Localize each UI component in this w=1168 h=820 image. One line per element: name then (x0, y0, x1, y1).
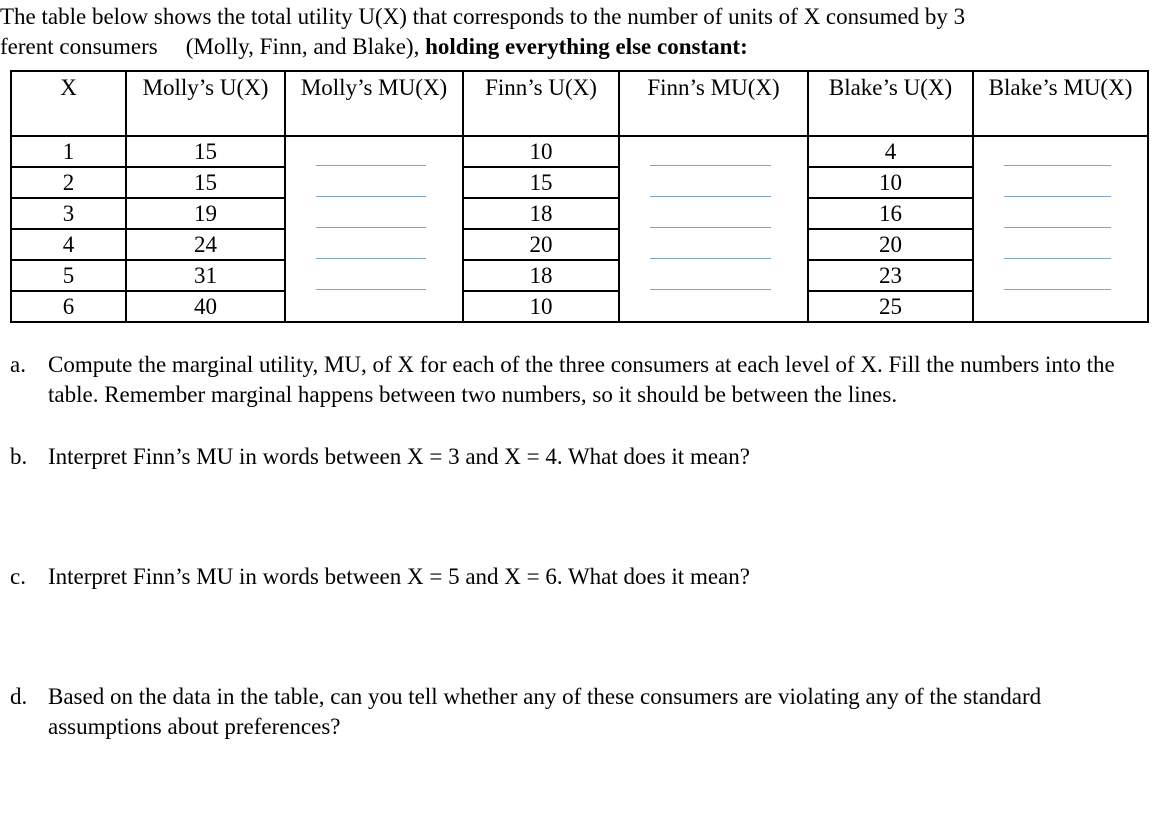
cell-finn-u: 10 (463, 136, 619, 167)
mu-answer-blank[interactable] (650, 258, 771, 259)
cell-molly-u: 15 (126, 167, 285, 198)
cell-molly-u: 40 (126, 291, 285, 322)
intro-text (0, 2, 1160, 62)
question-text: Compute the marginal utility, MU, of X for each of the three consumers at each level of X. Fill the numbers into the table. Remember marginal happens between two numbers, so it should be between the lines. (48, 352, 1115, 407)
cell-finn-u: 18 (463, 260, 619, 291)
header-molly-u: Molly’s U(X) (126, 71, 285, 136)
intro-line-1: The table below shows the total utility U(X) that corresponds to the number of units of X consumed by 3 (0, 4, 966, 29)
cell-molly-mu[interactable] (285, 229, 463, 260)
intro-line-2-names: (Molly, Finn, and Blake), (185, 34, 420, 59)
mu-answer-blank[interactable] (1004, 196, 1111, 197)
mu-answer-blank[interactable] (650, 165, 771, 166)
cell-molly-u: 24 (126, 229, 285, 260)
cell-blake-u: 16 (808, 198, 973, 229)
cell-x: 1 (11, 136, 126, 167)
cell-blake-u: 4 (808, 136, 973, 167)
intro-line-2-start: ferent consumers (0, 34, 158, 59)
header-finn-mu: Finn’s MU(X) (619, 71, 808, 136)
mu-answer-blank[interactable] (316, 258, 426, 259)
cell-molly-u: 31 (126, 260, 285, 291)
cell-blake-mu[interactable] (973, 167, 1148, 198)
cell-finn-mu[interactable] (619, 198, 808, 229)
table-row (11, 291, 1148, 322)
mu-answer-blank[interactable] (1004, 258, 1111, 259)
cell-blake-mu[interactable] (973, 291, 1148, 322)
question-text: Interpret Finn’s MU in words between X = 5 and X = 6. What does it mean? (48, 564, 750, 589)
mu-answer-blank[interactable] (1004, 289, 1111, 290)
cell-finn-u: 18 (463, 198, 619, 229)
cell-blake-u: 10 (808, 167, 973, 198)
cell-molly-mu[interactable] (285, 167, 463, 198)
table-row (11, 260, 1148, 291)
intro-line-2-bold: holding everything else constant: (425, 34, 748, 59)
cell-blake-mu[interactable] (973, 229, 1148, 260)
mu-answer-blank[interactable] (650, 227, 771, 228)
header-blake-mu: Blake’s MU(X) (973, 71, 1148, 136)
mu-answer-blank[interactable] (316, 289, 426, 290)
cell-molly-u: 15 (126, 136, 285, 167)
cell-molly-mu[interactable] (285, 291, 463, 322)
mu-answer-blank[interactable] (316, 165, 426, 166)
question-text: Interpret Finn’s MU in words between X = 3 and X = 4. What does it mean? (48, 444, 750, 469)
cell-finn-mu[interactable] (619, 291, 808, 322)
cell-x: 2 (11, 167, 126, 198)
cell-finn-mu (619, 136, 808, 167)
cell-blake-u: 20 (808, 229, 973, 260)
cell-blake-mu (973, 136, 1148, 167)
header-finn-u: Finn’s U(X) (463, 71, 619, 136)
cell-blake-u: 23 (808, 260, 973, 291)
utility-table (10, 70, 1149, 323)
mu-answer-blank[interactable] (1004, 165, 1111, 166)
question-label: b. (10, 444, 28, 469)
cell-molly-mu (285, 136, 463, 167)
cell-x: 3 (11, 198, 126, 229)
cell-finn-u: 10 (463, 291, 619, 322)
table-row (11, 229, 1148, 260)
question-label: c. (10, 564, 26, 589)
mu-answer-blank[interactable] (1004, 227, 1111, 228)
cell-finn-u: 20 (463, 229, 619, 260)
question-text: Based on the data in the table, can you tell whether any of these consumers are violating any of the standard assumptions about preferences? (48, 684, 1042, 739)
mu-answer-blank[interactable] (650, 196, 771, 197)
table-header-row (11, 71, 1148, 136)
table-row (11, 136, 1148, 167)
cell-x: 4 (11, 229, 126, 260)
table-row (11, 198, 1148, 229)
header-molly-mu: Molly’s MU(X) (285, 71, 463, 136)
table-row (11, 167, 1148, 198)
mu-answer-blank[interactable] (650, 289, 771, 290)
cell-x: 5 (11, 260, 126, 291)
cell-x: 6 (11, 291, 126, 322)
question-label: d. (10, 684, 28, 709)
mu-answer-blank[interactable] (316, 196, 426, 197)
cell-finn-mu[interactable] (619, 229, 808, 260)
cell-molly-u: 19 (126, 198, 285, 229)
cell-molly-mu[interactable] (285, 260, 463, 291)
mu-answer-blank[interactable] (316, 227, 426, 228)
cell-finn-mu[interactable] (619, 260, 808, 291)
cell-finn-u: 15 (463, 167, 619, 198)
cell-blake-u: 25 (808, 291, 973, 322)
intro-line-2 (0, 32, 1160, 62)
question-label: a. (10, 352, 26, 377)
header-x: X (11, 71, 126, 136)
table-body (11, 136, 1148, 322)
cell-finn-mu[interactable] (619, 167, 808, 198)
header-blake-u: Blake’s U(X) (808, 71, 973, 136)
cell-blake-mu[interactable] (973, 260, 1148, 291)
cell-molly-mu[interactable] (285, 198, 463, 229)
cell-blake-mu[interactable] (973, 198, 1148, 229)
